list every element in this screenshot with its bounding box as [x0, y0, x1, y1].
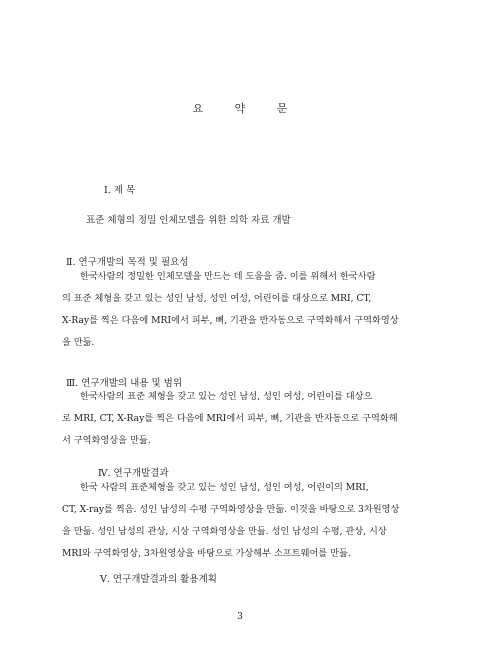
section-1-heading: Ⅰ. 제 목: [104, 185, 136, 196]
section-3-body: [62, 386, 418, 452]
section-4-line-4: MRI와 구역화영상, 3차원영상을 바탕으로 가상해부 소프트웨어를 만듦.: [62, 548, 351, 559]
section-1-body: 표준 체형의 정밀 인체모델을 위한 의학 자료 개발: [86, 215, 291, 226]
page-title: 요 약 문: [192, 102, 302, 115]
section-4-body: [62, 477, 418, 565]
section-2-line-1: 한국사람의 정밀한 인체모델을 만드는 데 도움을 줌. 이를 위해서 한국사람: [80, 271, 376, 282]
section-4-heading: Ⅳ. 연구개발결과: [98, 468, 169, 479]
section-2-line-4: 을 만듦.: [62, 337, 95, 348]
section-2-heading: Ⅱ. 연구개발의 목적 및 필요성: [66, 257, 189, 268]
section-4-line-3: 을 만듦. 성인 남성의 관상, 시상 구역화영상을 만듦. 성인 남성의 수평, 관상, 시상: [62, 526, 387, 537]
section-4-line-1: 한국 사람의 표준체형을 갖고 있는 성인 남성, 성인 여성, 어린이의 MRI,: [80, 482, 369, 493]
section-3-line-3: 서 구역화영상을 만듦.: [62, 435, 151, 446]
section-3-line-2: 로 MRI, CT, X-Ray를 찍은 다음에 MRI에서 피부, 뼈, 기관을 반자동으로 구역화해: [62, 413, 398, 424]
section-4-line-2: CT, X-ray를 찍음. 성인 남성의 수평 구역화영상을 만듦. 이것을 바탕으로 3차원영상: [62, 504, 400, 515]
section-5-heading: Ⅴ. 연구개발결과의 활용계획: [100, 574, 217, 585]
section-2-line-3: X-Ray를 찍은 다음에 MRI에서 피부, 뼈, 기관을 반자동으로 구역화해서 구역화영상: [62, 315, 399, 326]
section-3-heading: Ⅲ. 연구개발의 내용 및 범위: [66, 378, 183, 389]
page-number: 3: [237, 612, 243, 622]
section-3-line-1: 한국사람의 표준 체형을 갖고 있는 성인 남성, 성인 여성, 어린이를 대상으: [80, 391, 373, 402]
section-2-body: [62, 266, 418, 354]
section-2-line-2: 의 표준 체형을 갖고 있는 성인 남성, 성인 여성, 어린이를 대상으로 MRI, CT,: [62, 293, 372, 304]
